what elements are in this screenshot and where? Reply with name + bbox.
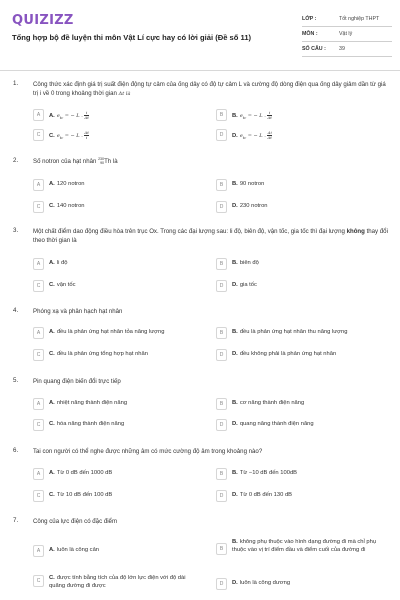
answer-option[interactable] bbox=[33, 280, 203, 292]
option-value: Từ 0 dB đến 130 dB bbox=[239, 492, 293, 498]
option-label: D. bbox=[232, 492, 238, 498]
formula-var: e bbox=[239, 133, 243, 139]
formula-sub: tc bbox=[242, 136, 247, 140]
option-text bbox=[49, 492, 199, 500]
formula bbox=[239, 130, 272, 140]
option-value: Từ −10 dB đến 100dB bbox=[239, 470, 298, 476]
option-value: vận tốc bbox=[56, 282, 76, 288]
option-label: A. bbox=[49, 113, 55, 119]
frac-den: i bbox=[86, 135, 88, 140]
option-label: A. bbox=[49, 400, 55, 406]
answer-option[interactable] bbox=[216, 468, 386, 480]
formula-var: e bbox=[56, 113, 60, 119]
answer-option[interactable] bbox=[216, 398, 386, 410]
question-text bbox=[33, 80, 388, 99]
question-number: 3. bbox=[13, 227, 19, 234]
answer-option[interactable] bbox=[216, 258, 386, 270]
option-label: D. bbox=[232, 421, 238, 427]
formula-var: e bbox=[239, 113, 243, 119]
option-label: C. bbox=[49, 351, 55, 357]
option-letter: D bbox=[216, 201, 227, 213]
option-text bbox=[232, 492, 382, 500]
answer-option[interactable] bbox=[216, 129, 386, 141]
option-text bbox=[232, 421, 382, 429]
option-letter: C bbox=[33, 349, 44, 361]
option-value: đều không phải là phản ứng hạt nhân bbox=[239, 351, 337, 357]
answer-option[interactable] bbox=[33, 129, 203, 141]
option-letter: B bbox=[216, 109, 227, 121]
option-letter: B bbox=[216, 258, 227, 270]
option-value: đều là phản ứng hạt nhân thu năng lượng bbox=[239, 329, 348, 335]
question-number: 7. bbox=[13, 517, 19, 524]
option-value: cơ năng thành điện năng bbox=[239, 400, 305, 406]
worksheet-title: Tổng hợp bộ đề luyện thi môn Vật Lí cực hay có lời giải (Đề số 11) bbox=[12, 33, 252, 42]
formula bbox=[239, 110, 272, 120]
option-text bbox=[232, 329, 382, 337]
formula-sub: tc bbox=[59, 136, 64, 140]
frac-den: Δt bbox=[267, 135, 272, 140]
option-letter: C bbox=[33, 575, 44, 587]
meta-line bbox=[302, 56, 392, 57]
option-letter: B bbox=[216, 468, 227, 480]
answer-option[interactable] bbox=[216, 490, 386, 502]
answer-option[interactable] bbox=[33, 573, 203, 597]
option-letter: D bbox=[216, 419, 227, 431]
question-text: Tai con người có thể nghe được những âm có mức cường độ âm trong khoảng nào? bbox=[33, 448, 263, 455]
question-text: Pin quang điện biến đổi trực tiếp bbox=[33, 378, 121, 385]
option-value: 230 notron bbox=[239, 203, 268, 209]
question-number: 4. bbox=[13, 307, 19, 314]
fraction bbox=[84, 111, 89, 120]
question-number: 2. bbox=[13, 157, 19, 164]
formula-rhs: = − L . bbox=[247, 113, 266, 119]
answer-option[interactable] bbox=[216, 537, 386, 561]
option-value: 140 notron bbox=[56, 203, 85, 209]
option-letter: A bbox=[33, 258, 44, 270]
option-value: li độ bbox=[56, 260, 68, 266]
option-value: quang năng thành điện năng bbox=[239, 421, 314, 427]
option-text bbox=[232, 131, 382, 143]
option-label: B. bbox=[232, 260, 238, 266]
option-letter: D bbox=[216, 578, 227, 590]
option-value: hóa năng thành điện năng bbox=[56, 421, 125, 427]
answer-option[interactable] bbox=[33, 349, 203, 361]
option-label: D. bbox=[232, 203, 238, 209]
option-value: biên độ bbox=[239, 260, 259, 266]
question-text-main: Một chất điểm dao động điều hòa trên trục Ox. Trong các đại lượng sau: li độ, biên độ, vận tốc, gia tốc thì đại lượng bbox=[33, 228, 345, 235]
option-letter: A bbox=[33, 398, 44, 410]
option-text bbox=[49, 203, 199, 211]
question-text-emphasis: không bbox=[346, 228, 365, 235]
option-label: A. bbox=[49, 470, 55, 476]
option-label: B. bbox=[232, 400, 238, 406]
option-letter: C bbox=[33, 419, 44, 431]
option-text bbox=[232, 351, 382, 359]
frac-den: Δt bbox=[84, 115, 89, 120]
option-value: đều là phản ứng hạt nhân tỏa năng lượng bbox=[56, 329, 165, 335]
frac-num: i bbox=[86, 110, 88, 115]
option-value: Từ 0 dB đến 1000 dB bbox=[56, 470, 113, 476]
option-value: Từ 10 dB đến 100 dB bbox=[56, 492, 113, 498]
option-label: C. bbox=[49, 421, 55, 427]
option-letter: D bbox=[216, 490, 227, 502]
option-text bbox=[232, 539, 382, 554]
question-text bbox=[33, 157, 388, 166]
option-text bbox=[49, 421, 199, 429]
meta-class-label: LỚP : bbox=[302, 16, 317, 22]
answer-option[interactable] bbox=[33, 109, 203, 121]
question-text bbox=[33, 227, 388, 245]
option-letter: B bbox=[216, 327, 227, 339]
formula-rhs: = − L . bbox=[247, 133, 266, 139]
fraction bbox=[267, 111, 272, 120]
option-text bbox=[49, 470, 199, 478]
option-value: 90 notron bbox=[239, 181, 265, 187]
option-label: A. bbox=[49, 329, 55, 335]
answer-option[interactable] bbox=[216, 578, 386, 590]
option-text bbox=[232, 470, 382, 478]
frac-den: Δt bbox=[267, 115, 272, 120]
option-text bbox=[49, 260, 199, 268]
meta-line bbox=[302, 26, 392, 27]
option-label: D. bbox=[232, 133, 238, 139]
option-text bbox=[232, 111, 382, 123]
answer-option[interactable] bbox=[216, 201, 386, 213]
option-letter: C bbox=[33, 280, 44, 292]
answer-option[interactable] bbox=[33, 419, 203, 431]
option-text bbox=[232, 260, 382, 268]
option-value: đều là phản ứng tổng hợp hạt nhân bbox=[56, 351, 148, 357]
answer-option[interactable] bbox=[216, 419, 386, 431]
atomic-number: 90 bbox=[100, 161, 105, 166]
formula-var: e bbox=[56, 133, 60, 139]
option-letter: D bbox=[216, 280, 227, 292]
option-label: A. bbox=[49, 181, 55, 187]
answer-option[interactable] bbox=[33, 545, 203, 557]
option-letter: B bbox=[216, 543, 227, 555]
option-value: 120 notron bbox=[56, 181, 85, 187]
meta-class-value: Tốt nghiệp THPT bbox=[339, 16, 380, 22]
option-letter: A bbox=[33, 327, 44, 339]
answer-option[interactable] bbox=[33, 490, 203, 502]
question-text: Công của lực điện có đặc điểm bbox=[33, 518, 118, 525]
answer-option[interactable] bbox=[216, 280, 386, 292]
fraction bbox=[84, 131, 89, 140]
option-label: B. bbox=[232, 181, 238, 187]
meta-line bbox=[302, 41, 392, 42]
option-label: B. bbox=[232, 539, 238, 545]
formula-sub: tc bbox=[242, 116, 247, 120]
option-label: D. bbox=[232, 351, 238, 357]
answer-option[interactable] bbox=[33, 258, 203, 270]
answer-option[interactable] bbox=[216, 349, 386, 361]
option-value: được tính bằng tích của độ lớn lực điện với độ dài quãng đường đi được bbox=[49, 575, 186, 589]
answer-option[interactable] bbox=[33, 398, 203, 410]
option-label: B. bbox=[232, 470, 238, 476]
answer-option[interactable] bbox=[33, 179, 203, 191]
question-number: 6. bbox=[13, 447, 19, 454]
answer-option[interactable] bbox=[33, 327, 203, 339]
option-letter: B bbox=[216, 179, 227, 191]
option-text bbox=[49, 131, 199, 143]
question-number: 5. bbox=[13, 377, 19, 384]
option-text bbox=[49, 329, 199, 337]
formula bbox=[56, 110, 89, 120]
option-text bbox=[232, 203, 382, 211]
question-text-tail: thay đổi theo thời gian là bbox=[33, 228, 388, 244]
option-text bbox=[232, 181, 382, 189]
option-text bbox=[49, 351, 199, 359]
option-letter: C bbox=[33, 490, 44, 502]
option-label: A. bbox=[49, 547, 55, 553]
question-text-main: Số notron của hạt nhân bbox=[33, 158, 97, 165]
option-value: không phụ thuộc vào hình dạng đường đi mà chỉ phụ thuộc vào vị trí điểm đầu và điểm cuối của đường đi bbox=[232, 539, 377, 553]
option-label: D. bbox=[232, 282, 238, 288]
option-text bbox=[49, 400, 199, 408]
option-letter: D bbox=[216, 129, 227, 141]
delta-t-symbol: Δt là bbox=[118, 91, 131, 97]
option-value: luôn là công cản bbox=[56, 547, 100, 553]
formula-rhs: = − L . bbox=[64, 133, 83, 139]
option-letter: C bbox=[33, 129, 44, 141]
option-letter: B bbox=[216, 398, 227, 410]
answer-option[interactable] bbox=[216, 179, 386, 191]
option-text bbox=[232, 580, 382, 588]
question-text-main: Công thức xác định giá trị suất điện động tự cảm của ống dây có độ tự cảm L và cường độ dòng điện qua ống dây giảm dần từ giá trị i về 0 trong khoảng thời gian bbox=[33, 81, 386, 97]
option-label: C. bbox=[49, 492, 55, 498]
option-text bbox=[49, 575, 199, 590]
frac-num: Δi bbox=[267, 130, 272, 135]
worksheet-header bbox=[0, 0, 400, 60]
option-label: C. bbox=[49, 203, 55, 209]
option-label: D. bbox=[232, 580, 238, 586]
option-text bbox=[49, 547, 199, 555]
answer-option[interactable] bbox=[216, 327, 386, 339]
answer-option[interactable] bbox=[33, 201, 203, 213]
formula-sub: tc bbox=[59, 116, 64, 120]
option-text bbox=[232, 282, 382, 290]
option-text bbox=[49, 181, 199, 189]
formula bbox=[56, 130, 89, 140]
answer-option[interactable] bbox=[33, 468, 203, 480]
mass-number: 230 bbox=[98, 157, 105, 162]
option-label: C. bbox=[49, 133, 55, 139]
option-value: gia tốc bbox=[239, 282, 257, 288]
option-letter: C bbox=[33, 201, 44, 213]
formula-rhs: = − L . bbox=[64, 113, 83, 119]
header-divider bbox=[0, 70, 400, 71]
question-text: Phóng xạ và phân hạch hạt nhân bbox=[33, 308, 123, 315]
answer-option[interactable] bbox=[216, 109, 386, 121]
question-number: 1. bbox=[13, 80, 19, 87]
option-label: B. bbox=[232, 329, 238, 335]
question-text-tail: Th là bbox=[104, 158, 118, 165]
option-value: nhiệt năng thành điện năng bbox=[56, 400, 128, 406]
option-label: C. bbox=[49, 575, 55, 581]
meta-subject-value: Vật lý bbox=[339, 31, 353, 37]
frac-num: i bbox=[269, 110, 271, 115]
option-letter: A bbox=[33, 109, 44, 121]
option-label: C. bbox=[49, 282, 55, 288]
option-label: B. bbox=[232, 113, 238, 119]
meta-subject-label: MÔN : bbox=[302, 31, 318, 37]
meta-count-label: SỐ CÂU : bbox=[302, 46, 326, 52]
frac-num: Δt bbox=[84, 130, 89, 135]
meta-count-value: 39 bbox=[339, 46, 345, 52]
quizizz-logo: QUIZIZZ bbox=[12, 13, 74, 28]
option-letter: A bbox=[33, 545, 44, 557]
option-value: luôn là công dương bbox=[239, 580, 291, 586]
option-text bbox=[49, 282, 199, 290]
option-letter: A bbox=[33, 179, 44, 191]
fraction bbox=[267, 131, 272, 140]
option-text bbox=[232, 400, 382, 408]
option-text bbox=[49, 111, 199, 123]
option-letter: A bbox=[33, 468, 44, 480]
option-label: A. bbox=[49, 260, 55, 266]
option-letter: D bbox=[216, 349, 227, 361]
